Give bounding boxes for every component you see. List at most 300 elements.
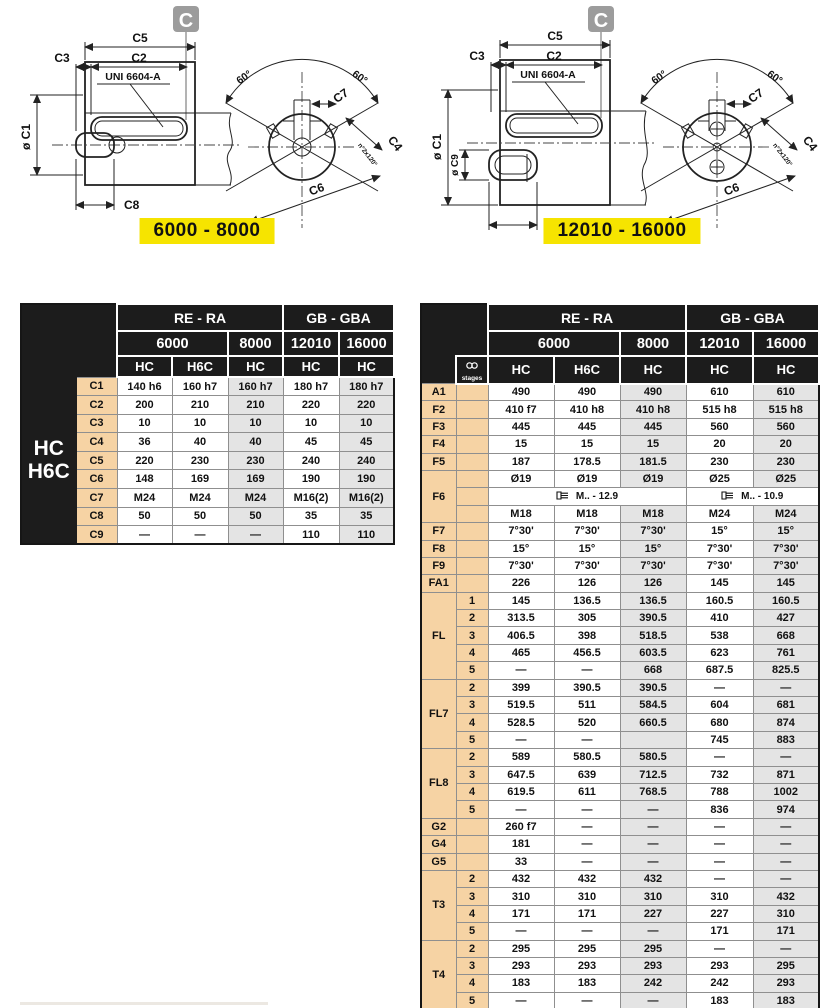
value-cell: 260 f7 (488, 818, 554, 835)
value-cell: 611 (554, 783, 620, 800)
row-label: C7 (76, 489, 117, 508)
variant-header: HC (753, 356, 819, 384)
table-row (421, 766, 819, 783)
value-cell: 10 (283, 414, 339, 433)
value-cell: 210 (172, 396, 228, 415)
table-row (21, 470, 394, 489)
value-cell: 145 (686, 575, 753, 592)
table-row (421, 436, 819, 453)
value-cell: M18 (620, 505, 686, 522)
table-row (421, 853, 819, 870)
value-cell: 836 (686, 801, 753, 818)
value-cell: Ø25 (753, 470, 819, 487)
value-cell: — (488, 992, 554, 1008)
value-cell: 187 (488, 453, 554, 470)
value-cell: M24 (117, 489, 172, 508)
value-cell: 10 (117, 414, 172, 433)
value-cell: 310 (753, 905, 819, 922)
size-header: 8000 (228, 331, 283, 356)
value-cell: 126 (620, 575, 686, 592)
dimension-label-c3: C3 (469, 49, 485, 63)
value-cell: 639 (554, 766, 620, 783)
value-cell: 295 (753, 957, 819, 974)
table-row (21, 489, 394, 508)
row-label: FL (421, 592, 456, 679)
left-dimension-table (20, 303, 395, 545)
table-row (21, 433, 394, 452)
table-row (421, 992, 819, 1008)
value-cell: 610 (686, 384, 753, 401)
row-label: G4 (421, 836, 456, 853)
value-cell: — (488, 923, 554, 940)
value-cell: 242 (620, 975, 686, 992)
table-row (421, 401, 819, 418)
row-label: T4 (421, 940, 456, 1008)
value-cell: 293 (620, 957, 686, 974)
value-cell: 190 (339, 470, 394, 489)
value-cell: — (554, 662, 620, 679)
value-cell: 50 (117, 507, 172, 526)
value-cell: 169 (172, 470, 228, 489)
dimension-label-c4: C4 (384, 133, 406, 154)
dimension-label-c7: C7 (330, 85, 352, 106)
value-cell: — (620, 836, 686, 853)
stage-cell: 4 (456, 714, 488, 731)
table-row (421, 679, 819, 696)
value-cell: 293 (488, 957, 554, 974)
table-row (421, 662, 819, 679)
value-cell: — (554, 923, 620, 940)
value-cell: 295 (488, 940, 554, 957)
uni-standard-label: UNI 6604-A (520, 69, 576, 81)
value-cell: 126 (554, 575, 620, 592)
table-row (421, 627, 819, 644)
value-cell: 310 (554, 888, 620, 905)
table-row (421, 557, 819, 574)
value-cell: 110 (283, 526, 339, 545)
size-header: 8000 (620, 331, 686, 356)
value-cell: 15 (620, 436, 686, 453)
row-label: F9 (421, 557, 456, 574)
dimension-label-c8: C8 (124, 198, 140, 212)
dimension-note-c4: n°2x120° (356, 142, 379, 168)
value-cell: 761 (753, 644, 819, 661)
value-cell: — (554, 818, 620, 835)
dimension-label-c9: ø C9 (450, 154, 461, 176)
variant-header: HC (228, 356, 283, 377)
value-cell: — (686, 940, 753, 957)
value-cell: 171 (554, 905, 620, 922)
value-cell: 7°30' (620, 523, 686, 540)
bolt-icon (721, 491, 734, 500)
dimension-label-c6: C6 (307, 180, 327, 199)
value-cell: — (686, 749, 753, 766)
value-cell: 647.5 (488, 766, 554, 783)
value-cell: — (488, 731, 554, 748)
table-row (421, 801, 819, 818)
stages-label: stages (461, 375, 483, 382)
stage-cell: 2 (456, 749, 488, 766)
table-row (421, 610, 819, 627)
corner-cell (21, 304, 117, 377)
value-cell: 140 h6 (117, 377, 172, 396)
value-cell: 226 (488, 575, 554, 592)
value-cell: M24 (686, 505, 753, 522)
value-cell: — (172, 526, 228, 545)
dimension-label-c2: C2 (546, 49, 562, 63)
value-cell: 490 (488, 384, 554, 401)
stage-cell: 4 (456, 644, 488, 661)
stage-cell (456, 836, 488, 853)
value-cell: — (554, 801, 620, 818)
value-cell: 511 (554, 697, 620, 714)
value-cell: 623 (686, 644, 753, 661)
dimensions-table-c (20, 303, 395, 545)
stage-cell (456, 523, 488, 540)
value-cell: 220 (283, 396, 339, 415)
value-cell: 7°30' (554, 523, 620, 540)
value-cell: — (753, 749, 819, 766)
shaft-stub (489, 150, 537, 180)
value-cell: 432 (488, 870, 554, 887)
value-cell: 681 (753, 697, 819, 714)
value-cell: 560 (686, 418, 753, 435)
table-row (421, 783, 819, 800)
stage-cell: 5 (456, 992, 488, 1008)
value-cell: M24 (172, 489, 228, 508)
group-header: GB - GBA (686, 304, 819, 331)
value-cell: 15 (554, 436, 620, 453)
table-row (421, 836, 819, 853)
value-cell: 183 (488, 975, 554, 992)
stage-cell (456, 540, 488, 557)
value-cell: 183 (686, 992, 753, 1008)
value-cell: — (753, 836, 819, 853)
table-row (21, 526, 394, 545)
end-view (226, 59, 406, 228)
value-cell: 210 (228, 396, 283, 415)
value-cell: M24 (753, 505, 819, 522)
variant-header: HC (620, 356, 686, 384)
value-cell: — (686, 870, 753, 887)
value-cell: 7°30' (753, 557, 819, 574)
value-cell: 432 (753, 888, 819, 905)
value-cell: 181.5 (620, 453, 686, 470)
variant-header: H6C (554, 356, 620, 384)
value-cell: 293 (686, 957, 753, 974)
value-cell: 520 (554, 714, 620, 731)
dimension-label-c5: C5 (132, 31, 148, 45)
dimension-label-c1: ø C1 (430, 133, 444, 161)
value-cell: — (620, 853, 686, 870)
value-cell: 456.5 (554, 644, 620, 661)
stage-cell (456, 453, 488, 470)
variant-header: HC (283, 356, 339, 377)
value-cell: 660.5 (620, 714, 686, 731)
value-cell: 580.5 (554, 749, 620, 766)
value-cell: 148 (117, 470, 172, 489)
value-cell: 15° (620, 540, 686, 557)
value-cell: 7°30' (620, 557, 686, 574)
size-header: 16000 (339, 331, 394, 356)
table-row (421, 975, 819, 992)
row-label: F3 (421, 418, 456, 435)
value-cell: — (753, 679, 819, 696)
table-row (421, 940, 819, 957)
stage-cell (456, 470, 488, 487)
value-cell: 7°30' (488, 523, 554, 540)
value-cell: 310 (686, 888, 753, 905)
value-cell: — (753, 853, 819, 870)
value-cell: 310 (488, 888, 554, 905)
table-row (421, 697, 819, 714)
stage-cell: 2 (456, 940, 488, 957)
value-cell: 410 f7 (488, 401, 554, 418)
value-cell: 136.5 (620, 592, 686, 609)
group-header: GB - GBA (283, 304, 394, 331)
value-cell: 432 (620, 870, 686, 887)
row-label: C9 (76, 526, 117, 545)
value-cell: 390.5 (554, 679, 620, 696)
value-cell: — (620, 801, 686, 818)
value-cell: 171 (753, 923, 819, 940)
table-row (21, 396, 394, 415)
value-cell: 310 (620, 888, 686, 905)
value-cell: 169 (228, 470, 283, 489)
size-header: 12010 (283, 331, 339, 356)
value-cell: 293 (753, 975, 819, 992)
row-label: FL8 (421, 749, 456, 819)
value-cell: 200 (117, 396, 172, 415)
value-cell: 180 h7 (283, 377, 339, 396)
value-cell: 45 (283, 433, 339, 452)
table-row (421, 870, 819, 887)
value-cell: — (686, 836, 753, 853)
value-cell: — (488, 662, 554, 679)
value-cell: 295 (554, 940, 620, 957)
row-label: C2 (76, 396, 117, 415)
value-cell: 45 (339, 433, 394, 452)
value-cell: 432 (554, 870, 620, 887)
stage-cell (456, 557, 488, 574)
value-cell: 589 (488, 749, 554, 766)
table-row (421, 523, 819, 540)
next-table-edge (20, 1002, 268, 1005)
value-cell: 788 (686, 783, 753, 800)
dimension-label-c2: C2 (131, 51, 147, 65)
bolt-hole (710, 122, 724, 136)
value-cell: 230 (686, 453, 753, 470)
value-cell: 35 (283, 507, 339, 526)
variant-header: HC (339, 356, 394, 377)
stage-cell (456, 818, 488, 835)
value-cell: 15° (554, 540, 620, 557)
table-row (21, 507, 394, 526)
value-cell: — (620, 923, 686, 940)
row-label: C5 (76, 451, 117, 470)
value-cell: Ø19 (554, 470, 620, 487)
value-cell: — (753, 870, 819, 887)
stage-cell: 2 (456, 610, 488, 627)
stages-icon (465, 361, 479, 370)
angle-label-left: 60° (234, 68, 255, 88)
angle-label-left: 60° (649, 68, 670, 88)
technical-drawings (0, 0, 829, 300)
variant-header: HC (686, 356, 753, 384)
value-cell: 305 (554, 610, 620, 627)
bolt-class-text: M.. - 12.9 (575, 491, 619, 503)
value-cell: — (620, 818, 686, 835)
value-cell: 745 (686, 731, 753, 748)
value-cell: 230 (753, 453, 819, 470)
stage-cell (456, 853, 488, 870)
value-cell: M18 (554, 505, 620, 522)
value-cell: 580.5 (620, 749, 686, 766)
value-cell: 295 (620, 940, 686, 957)
side-view (467, 60, 657, 205)
drawing-6000-8000 (0, 0, 414, 300)
size-header: 6000 (117, 331, 228, 356)
value-cell: M18 (488, 505, 554, 522)
series-side-label: HC H6C (21, 377, 76, 544)
stage-cell: 5 (456, 923, 488, 940)
value-cell: 410 (686, 610, 753, 627)
row-label: C6 (76, 470, 117, 489)
value-cell: 390.5 (620, 610, 686, 627)
value-cell: 668 (753, 627, 819, 644)
value-cell: 293 (554, 957, 620, 974)
row-label: F6 (421, 470, 456, 522)
table-row (421, 575, 819, 592)
size-header: 16000 (753, 331, 819, 356)
table-row (21, 451, 394, 470)
value-cell: — (554, 731, 620, 748)
stage-cell (456, 436, 488, 453)
value-cell: — (228, 526, 283, 545)
value-cell: 732 (686, 766, 753, 783)
value-cell: 136.5 (554, 592, 620, 609)
drawing-12010-16000 (415, 0, 829, 300)
stage-cell: 3 (456, 888, 488, 905)
stage-cell: 4 (456, 975, 488, 992)
stage-cell: 5 (456, 801, 488, 818)
stage-cell (456, 418, 488, 435)
break-line (195, 113, 232, 185)
value-cell: 15° (686, 523, 753, 540)
row-label: C8 (76, 507, 117, 526)
value-cell: 584.5 (620, 697, 686, 714)
row-label: F7 (421, 523, 456, 540)
keyway-slot (91, 117, 187, 140)
row-label: G5 (421, 853, 456, 870)
value-cell: Ø19 (620, 470, 686, 487)
value-cell: M16(2) (283, 489, 339, 508)
value-cell: 110 (339, 526, 394, 545)
value-cell: 178.5 (554, 453, 620, 470)
value-cell: 490 (620, 384, 686, 401)
value-cell: 10 (228, 414, 283, 433)
stage-cell (456, 505, 488, 522)
value-cell: 445 (554, 418, 620, 435)
dimension-label-c3: C3 (54, 51, 70, 65)
value-cell: 490 (554, 384, 620, 401)
value-cell: 410 h8 (620, 401, 686, 418)
row-label: FA1 (421, 575, 456, 592)
value-cell: 519.5 (488, 697, 554, 714)
side-view (52, 62, 242, 185)
bolt-hole (710, 160, 724, 174)
value-cell: 33 (488, 853, 554, 870)
value-cell: 180 h7 (339, 377, 394, 396)
value-cell: 35 (339, 507, 394, 526)
value-cell: 7°30' (753, 540, 819, 557)
value-cell: 528.5 (488, 714, 554, 731)
value-cell: 36 (117, 433, 172, 452)
stage-cell: 4 (456, 783, 488, 800)
dimension-label-c6: C6 (722, 180, 742, 199)
stage-cell: 1 (456, 592, 488, 609)
dimension-note-c4: n°2x120° (771, 142, 794, 168)
value-cell: 680 (686, 714, 753, 731)
value-cell: 20 (753, 436, 819, 453)
size-header: 6000 (488, 331, 620, 356)
value-cell: 619.5 (488, 783, 554, 800)
row-label: A1 (421, 384, 456, 401)
value-cell (620, 731, 686, 748)
value-cell: 145 (488, 592, 554, 609)
uni-standard-label: UNI 6604-A (105, 71, 161, 83)
variant-header: HC (117, 356, 172, 377)
stage-cell (456, 575, 488, 592)
bolt-icon (556, 491, 569, 500)
value-cell: 427 (753, 610, 819, 627)
table-row (421, 749, 819, 766)
value-cell: 603.5 (620, 644, 686, 661)
value-cell: 230 (172, 451, 228, 470)
value-cell: 160 h7 (228, 377, 283, 396)
value-cell: 160.5 (753, 592, 819, 609)
table-row (21, 414, 394, 433)
value-cell: 15 (488, 436, 554, 453)
variant-header: HC (488, 356, 554, 384)
stage-cell (456, 488, 488, 505)
badge-letter: C (593, 10, 609, 32)
value-cell: 240 (283, 451, 339, 470)
row-label: C4 (76, 433, 117, 452)
value-cell: 15° (753, 523, 819, 540)
keyway-slot (506, 114, 602, 137)
table-row (421, 923, 819, 940)
table-row (421, 505, 819, 522)
group-header: RE - RA (117, 304, 283, 331)
value-cell: 171 (488, 905, 554, 922)
value-cell: 227 (686, 905, 753, 922)
value-cell: — (488, 801, 554, 818)
value-cell: 50 (228, 507, 283, 526)
table-row (421, 714, 819, 731)
value-cell: — (686, 679, 753, 696)
row-label: F5 (421, 453, 456, 470)
table-row (421, 888, 819, 905)
row-label: G2 (421, 818, 456, 835)
value-cell: 398 (554, 627, 620, 644)
table-row (421, 731, 819, 748)
value-cell: — (753, 818, 819, 835)
value-cell: Ø25 (686, 470, 753, 487)
value-cell: 313.5 (488, 610, 554, 627)
table-row (421, 488, 819, 505)
row-label: C1 (76, 377, 117, 396)
